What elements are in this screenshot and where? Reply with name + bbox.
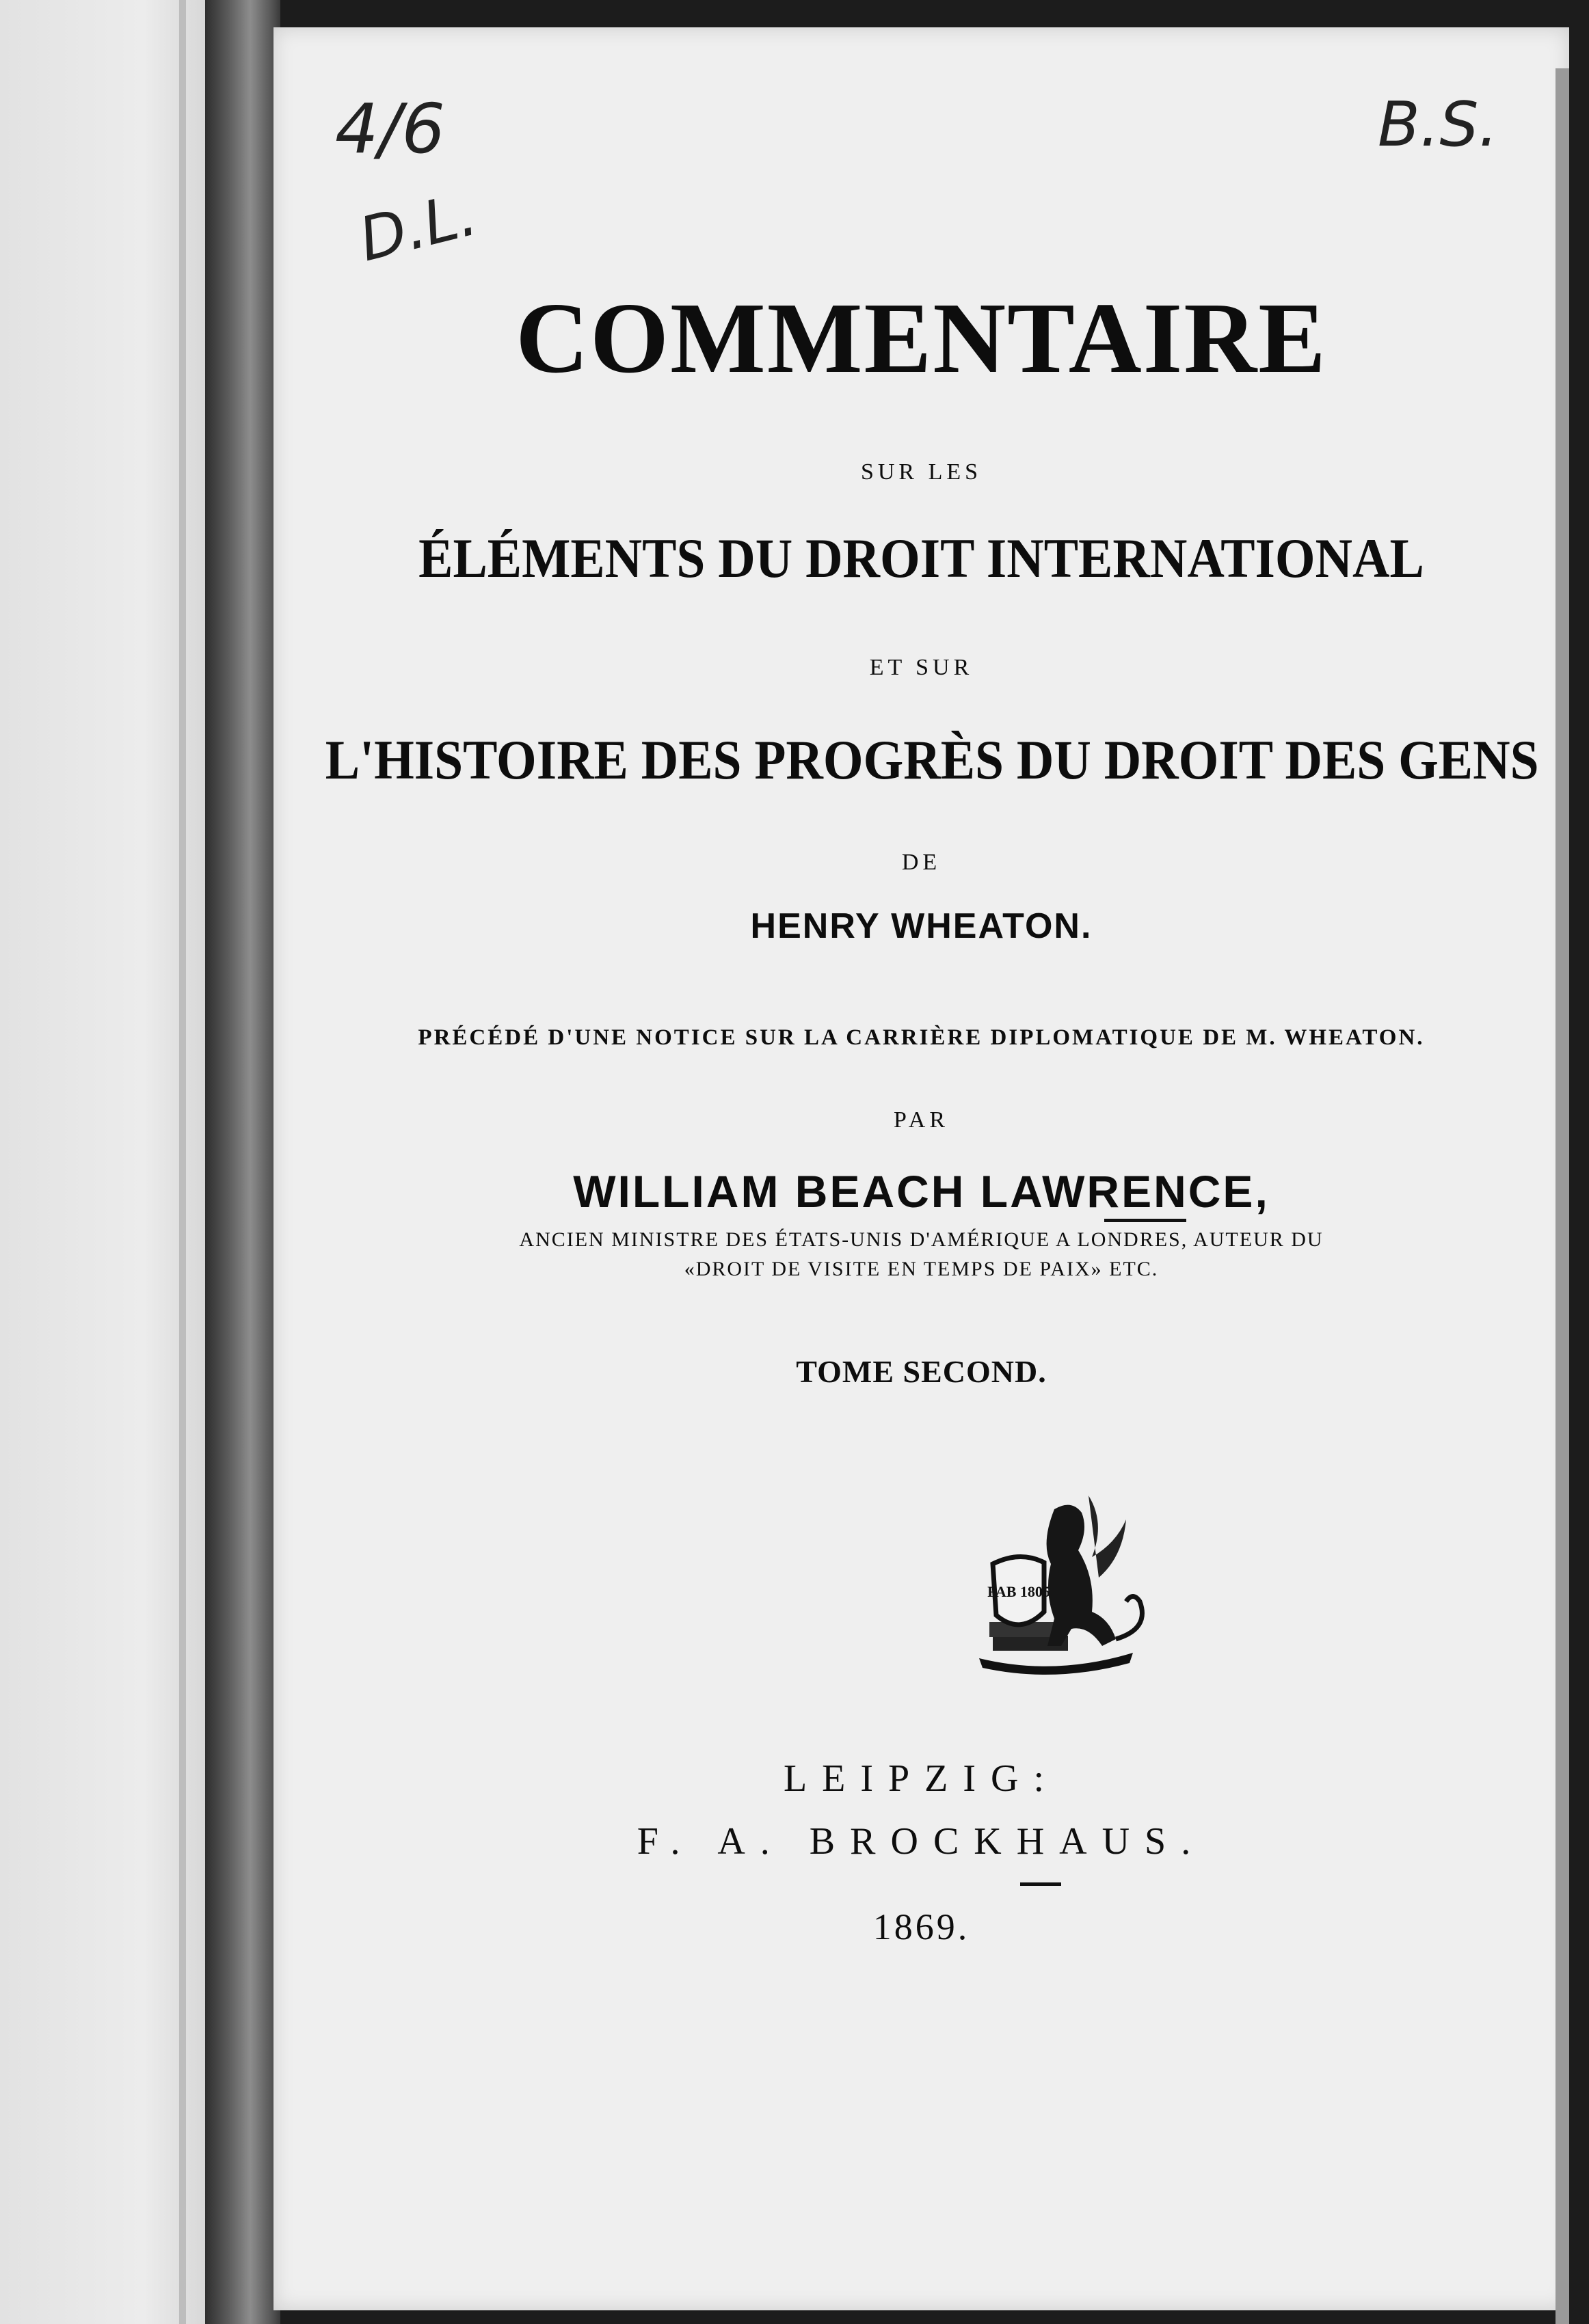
title-page [273, 27, 1569, 2310]
publication-city: LEIPZIG: [783, 1757, 1060, 1800]
editor-description-1: ANCIEN MINISTRE DES ÉTATS-UNIS D'AMÉRIQUE A LONDRES, AUTEUR DU [519, 1228, 1324, 1251]
connector-et-sur: ET SUR [869, 655, 974, 680]
connector-par: PAR [893, 1107, 950, 1133]
book-gutter [205, 0, 280, 2324]
editor-name: WILLIAM BEACH LAWRENCE, [573, 1166, 1270, 1217]
notice-line: PRÉCÉDÉ D'UNE NOTICE SUR LA CARRIÈRE DIPLOMATIQUE DE M. WHEATON. [418, 1025, 1425, 1050]
emblem-monogram: FAB 1805 [987, 1583, 1050, 1600]
handwritten-initials: D.L. [352, 178, 484, 275]
subtitle-elements: ÉLÉMENTS DU DROIT INTERNATIONAL [418, 527, 1424, 589]
facing-page-edge [179, 0, 186, 2324]
connector-de: DE [901, 850, 942, 875]
editor-description-2: «DROIT DE VISITE EN TEMPS DE PAIX» ETC. [684, 1258, 1159, 1280]
separator-dash [1020, 1882, 1061, 1886]
handwritten-fraction: 4/6 [335, 89, 445, 169]
author-name: HENRY WHEATON. [750, 906, 1093, 946]
pencil-underline [1104, 1219, 1186, 1222]
publisher-name: F. A. BROCKHAUS. [637, 1820, 1206, 1863]
connector-sur-les: SUR LES [860, 459, 983, 485]
publication-year: 1869. [872, 1906, 970, 1947]
main-title: COMMENTAIRE [516, 282, 1327, 394]
subtitle-histoire: L'HISTOIRE DES PROGRÈS DU DROIT DES GENS [325, 729, 1539, 791]
volume-label: TOME SECOND. [796, 1354, 1047, 1389]
facing-page [0, 0, 205, 2324]
griffin-emblem [952, 1482, 1157, 1687]
handwritten-shelfmark: B.S. [1378, 89, 1499, 161]
